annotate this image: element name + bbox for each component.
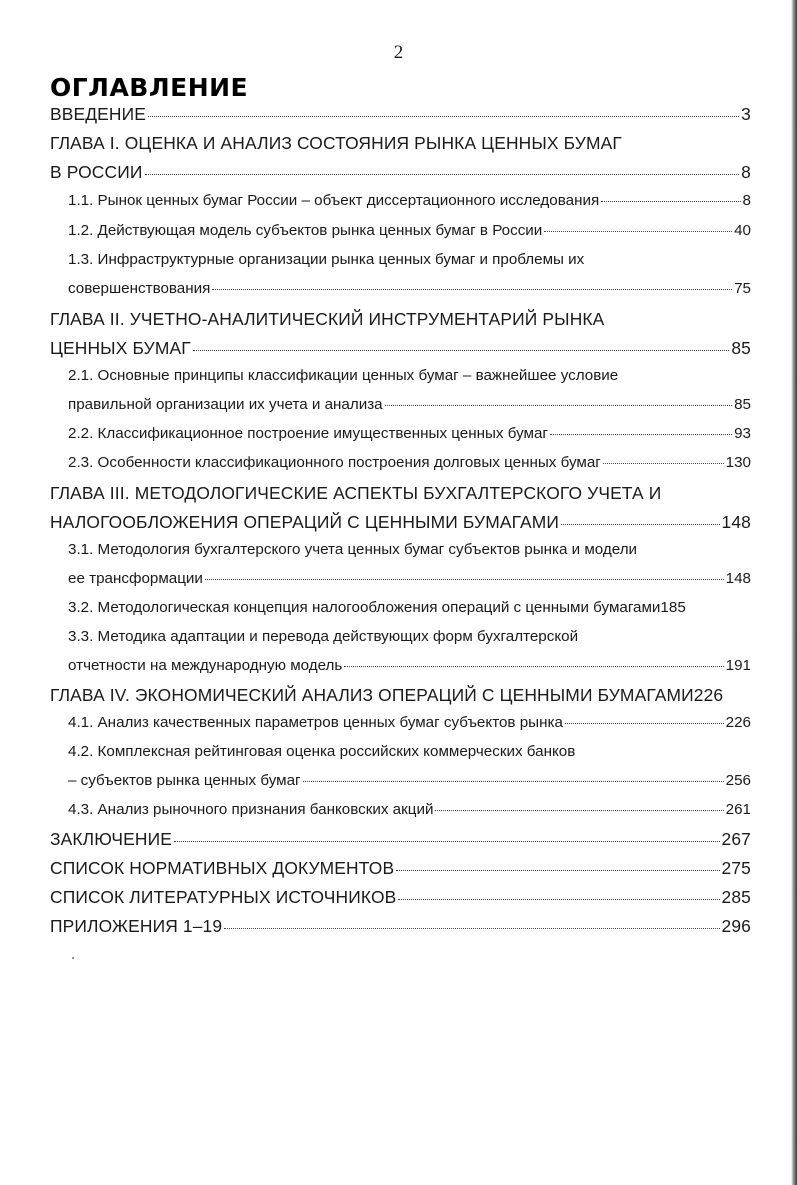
toc-entry-text: – субъектов рынка ценных бумаг <box>68 772 301 789</box>
toc-entry-section-3-1-cont[interactable] <box>68 570 751 598</box>
toc-entry-text: ВВЕДЕНИЕ <box>50 104 147 124</box>
toc-entry-section-2-2[interactable] <box>68 425 751 453</box>
toc-entry-text: совершенствования <box>68 280 211 297</box>
toc-entry-page: 40 <box>734 222 751 239</box>
toc-entry-page: 191 <box>725 657 751 674</box>
dot-leader <box>435 809 723 811</box>
toc-entry-section-3-1[interactable] <box>68 541 751 569</box>
toc-entry-text: 3.1. Методология бухгалтерского учета ценных бумаг субъектов рынка и модели <box>68 541 638 558</box>
toc-entry-page: 285 <box>721 887 751 907</box>
toc-entry-section-4-2-cont[interactable] <box>68 772 751 800</box>
toc-entry-page: 256 <box>725 772 751 789</box>
toc-entry-page: 261 <box>725 801 751 818</box>
toc-title: ОГЛАВЛЕНИЕ <box>50 73 249 102</box>
toc-entry-appendices[interactable] <box>50 916 751 944</box>
toc-entry-normative-documents[interactable] <box>50 858 751 886</box>
toc-entry-introduction[interactable] <box>50 104 751 132</box>
dot-leader <box>385 404 732 406</box>
dot-leader <box>565 722 724 724</box>
dot-leader <box>145 173 740 175</box>
toc-entry-page: 148 <box>721 512 751 532</box>
toc-entry-text: СПИСОК ЛИТЕРАТУРНЫХ ИСТОЧНИКОВ <box>50 887 397 907</box>
toc-entry-section-1-3-cont[interactable] <box>68 280 751 308</box>
toc-entry-text: ЗАКЛЮЧЕНИЕ <box>50 829 172 849</box>
toc-entry-section-1-2[interactable] <box>68 222 751 250</box>
toc-entry-page: 85 <box>734 396 751 413</box>
toc-entry-text: ГЛАВА I. ОЦЕНКА И АНАЛИЗ СОСТОЯНИЯ РЫНКА ЦЕННЫХ БУМАГ <box>50 133 622 153</box>
toc-entry-text: 3.3. Методика адаптации и перевода действующих форм бухгалтерской <box>68 628 579 645</box>
toc-entry-page: 267 <box>721 829 751 849</box>
toc-entry-section-2-1-cont[interactable] <box>68 396 751 424</box>
dot-leader <box>561 523 720 525</box>
toc-entry-chapter-4[interactable] <box>50 685 751 713</box>
toc-entry-section-2-1[interactable] <box>68 367 751 395</box>
toc-entry-text: ее трансформации <box>68 570 203 587</box>
toc-entry-section-3-2[interactable] <box>68 599 751 627</box>
toc-entry-text: 4.3. Анализ рыночного признания банковских акций <box>68 801 434 818</box>
page-edge-shadow <box>791 0 797 1185</box>
toc-entry-section-1-3[interactable] <box>68 251 751 279</box>
toc-entry-page: 85 <box>731 338 751 358</box>
toc-entry-text: ГЛАВА IV. ЭКОНОМИЧЕСКИЙ АНАЛИЗ ОПЕРАЦИЙ С ЦЕННЫМИ БУМАГАМИ <box>50 685 694 705</box>
toc-entry-page: 75 <box>734 280 751 297</box>
toc-entry-chapter-1[interactable] <box>50 133 751 161</box>
toc-entry-conclusion[interactable] <box>50 829 751 857</box>
dot-leader <box>344 665 723 667</box>
dot-leader <box>193 349 730 351</box>
toc-entry-section-2-3[interactable] <box>68 454 751 482</box>
scan-speck <box>72 957 74 959</box>
dot-leader <box>212 288 732 290</box>
toc-entry-page: 185 <box>660 599 686 616</box>
toc-entry-section-4-2[interactable] <box>68 743 751 771</box>
dot-leader <box>224 927 719 929</box>
toc-entry-chapter-2[interactable] <box>50 309 751 337</box>
dot-leader <box>396 869 719 871</box>
toc-entry-text: ГЛАВА III. МЕТОДОЛОГИЧЕСКИЕ АСПЕКТЫ БУХГАЛТЕРСКОГО УЧЕТА И <box>50 483 662 503</box>
dot-leader <box>148 115 739 117</box>
page-number: 2 <box>393 42 404 63</box>
dot-leader <box>205 578 724 580</box>
toc-entry-chapter-2-cont[interactable] <box>50 338 751 366</box>
toc-entry-section-4-1[interactable] <box>68 714 751 742</box>
dot-leader <box>544 230 732 232</box>
toc-entry-text: 3.2. Методологическая концепция налогообложения операций с ценными бумагами <box>68 599 661 616</box>
toc-entry-page: 8 <box>741 162 751 182</box>
toc-entry-page: 148 <box>725 570 751 587</box>
toc-entry-text: 1.3. Инфраструктурные организации рынка ценных бумаг и проблемы их <box>68 251 585 268</box>
toc-entry-page: 226 <box>725 714 751 731</box>
toc-entry-page: 8 <box>742 192 751 209</box>
dot-leader <box>303 780 724 782</box>
toc-entry-page: 3 <box>741 104 751 124</box>
toc-entry-text: правильной организации их учета и анализа <box>68 396 383 413</box>
toc-entry-text: ПРИЛОЖЕНИЯ 1–19 <box>50 916 223 936</box>
toc-entry-text: отчетности на международную модель <box>68 657 343 674</box>
dot-leader <box>174 840 720 842</box>
dot-leader <box>398 898 719 900</box>
toc-entry-text: НАЛОГООБЛОЖЕНИЯ ОПЕРАЦИЙ С ЦЕННЫМИ БУМАГАМИ <box>50 512 560 532</box>
toc-entry-text: 2.1. Основные принципы классификации ценных бумаг – важнейшее условие <box>68 367 619 384</box>
toc-entry-section-3-3[interactable] <box>68 628 751 656</box>
toc-entry-text: ГЛАВА II. УЧЕТНО-АНАЛИТИЧЕСКИЙ ИНСТРУМЕНТАРИЙ РЫНКА <box>50 309 605 329</box>
toc-entry-chapter-1-cont[interactable] <box>50 162 751 190</box>
toc-entry-page: 130 <box>725 454 751 471</box>
dot-leader <box>601 200 740 202</box>
toc-entry-literature-sources[interactable] <box>50 887 751 915</box>
toc-entry-text: СПИСОК НОРМАТИВНЫХ ДОКУМЕНТОВ <box>50 858 395 878</box>
toc-entry-text: В РОССИИ <box>50 162 143 182</box>
dot-leader <box>550 433 732 435</box>
toc-entry-text: 1.2. Действующая модель субъектов рынка ценных бумаг в России <box>68 222 543 239</box>
toc-entry-page: 226 <box>693 685 724 705</box>
toc-entry-page: 275 <box>721 858 751 878</box>
toc-entry-section-1-1[interactable] <box>68 192 751 220</box>
toc-entry-text: 4.2. Комплексная рейтинговая оценка российских коммерческих банков <box>68 743 576 760</box>
toc-entry-page: 296 <box>721 916 751 936</box>
toc-entry-text: 4.1. Анализ качественных параметров ценных бумаг субъектов рынка <box>68 714 563 731</box>
toc-entry-text: 1.1. Рынок ценных бумаг России – объект диссертационного исследования <box>68 192 600 209</box>
toc-entry-page: 93 <box>734 425 751 442</box>
dot-leader <box>603 462 724 464</box>
toc-entry-section-3-3-cont[interactable] <box>68 657 751 685</box>
toc-entry-chapter-3[interactable] <box>50 483 751 511</box>
toc-entry-text: 2.2. Классификационное построение имущественных ценных бумаг <box>68 425 548 442</box>
toc-entry-text: 2.3. Особенности классификационного построения долговых ценных бумаг <box>68 454 601 471</box>
toc-entry-section-4-3[interactable] <box>68 801 751 829</box>
toc-entry-text: ЦЕННЫХ БУМАГ <box>50 338 191 358</box>
toc-entry-chapter-3-cont[interactable] <box>50 512 751 540</box>
